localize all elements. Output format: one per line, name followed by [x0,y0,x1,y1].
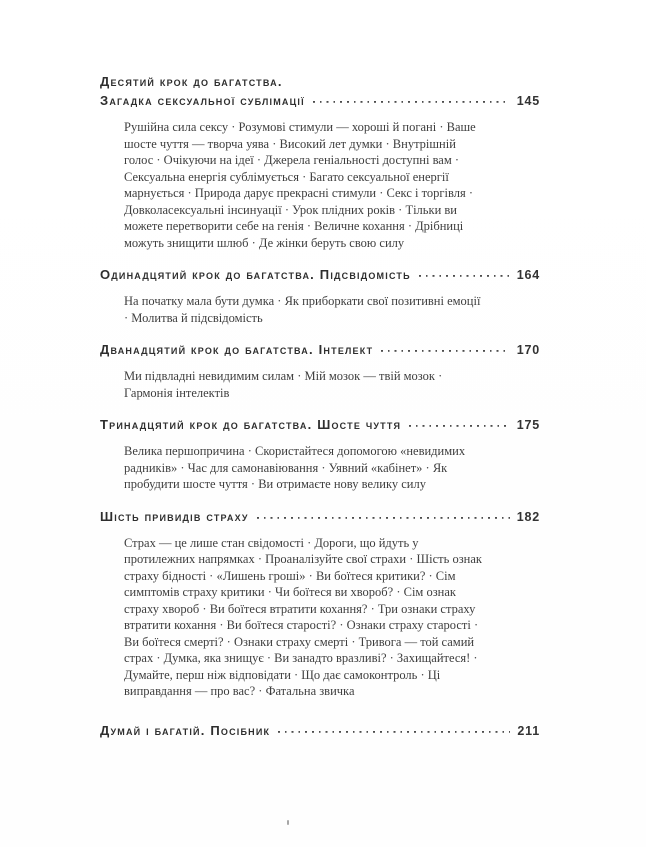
dot-leader [409,418,510,429]
entry-description: Велика першопричина · Скористайтеся допомогою «невидимих радників» · Час для самонавіювання · Уявний «кабінет» · Як пробудити шосте чуття · Ви отримаєте нову велику силу [124,444,466,491]
entry-description: На початку мала бути думка · Як приборкати свої позитивні емоції · Молитва й підсвідомість [124,294,481,325]
entry-title: Дванадцятий крок до багатства. Інтелект [100,342,374,357]
entry-title: Тринадцятий крок до багатства. Шосте чуття [100,417,402,432]
entry-title-line [100,721,540,741]
entry-page-number: 164 [516,268,540,282]
entry-page-number: 170 [516,343,540,357]
entry-title: Загадка сексуальної сублімації [100,93,305,108]
table-of-contents [100,72,540,741]
entry-description: Рушійна сила сексу · Розумові стимули — хороші й погані · Ваше шосте чуття — творча уява · Високий лет думки · Внутрішній голос · Очікуючи на ідеї · Джерела геніальності доступні вам · Сексуальна енергія сублімується · Багато сексуальної енергії марнується · Природа дарує прекрасні стимули · Секс і торгівля · Довколасексуальні інсинуації · Урок плідних років · Тільки ви можете перетворити себе на генія · Величне кохання · Дрібниці можуть знищити шлюб · Де жінки беруть свою силу [124,120,476,250]
toc-entry-handbook [100,721,540,741]
entry-title-line [100,265,540,285]
toc-entry-step-12 [100,340,540,401]
entry-title: Одинадцятий крок до багатства. Підсвідомість [100,267,411,282]
entry-title-line [100,91,540,111]
entry-page-number: 175 [516,418,540,432]
dot-leader [313,94,510,105]
entry-title: Шість привидів страху [100,508,249,524]
toc-entry-step-10 [100,72,540,251]
dot-leader [381,343,509,354]
dot-leader [278,724,510,735]
entry-title-line [100,415,540,435]
entry-title: Десятий крок до багатства. [100,74,283,89]
entry-description: Ми підвладні невидимим силам · Мій мозок — твій мозок · Гармонія інтелектів [124,369,443,400]
entry-title-line [100,507,540,527]
entry-title-line [100,72,540,91]
entry-page-number: 145 [516,94,540,108]
toc-entry-step-11 [100,265,540,326]
entry-page-number: 211 [517,723,540,738]
dot-leader [419,268,510,279]
entry-page-number: 182 [516,509,540,524]
entry-title-line [100,340,540,360]
entry-title: Думай і багатій. Посібник [100,722,271,738]
entry-description: Страх — це лише стан свідомості · Дороги, що йдуть у протилежних напрямках · Проаналізуйте свої страхи · Шість ознак страху бідності · «Лишень гроші» · Ви боїтеся критики? · Сім симптомів страху критики · Чи боїтеся ви хвороб? · Сім ознак страху хвороб · Ви боїтеся втратити кохання? · Три ознаки страху втратити кохання · Ви боїтеся старості? · Ознаки страху старості · Ви боїтеся смерті? · Ознаки страху смерті · Тривога — той самий страх · Думка, яка знищує · Ви занадто вразливі? · Захищайтеся! · Думайте, перш ніж відповідати · Що дає самоконтроль · Ці виправдання — про вас? · Фатальна звичка [124,535,482,698]
dot-leader [257,510,510,521]
toc-entry-step-13 [100,415,540,493]
page-speck [287,820,289,825]
toc-entry-six-fears [100,507,540,700]
